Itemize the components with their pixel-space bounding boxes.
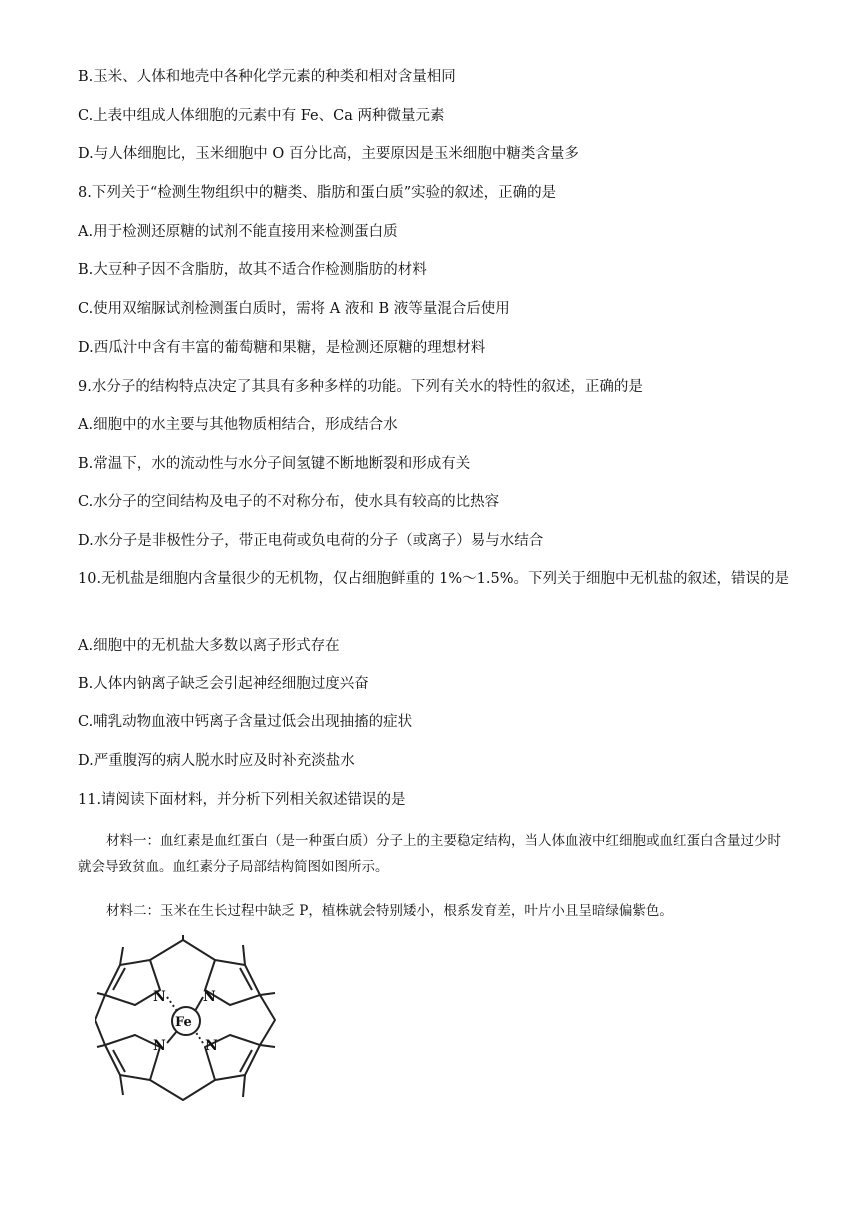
option-7c: C.上表中组成人体细胞的元素中有 Fe、Ca 两种微量元素: [78, 108, 445, 124]
material-one: 材料一：血红素是血红蛋白（是一种蛋白质）分子上的主要稳定结构，当人体血液中红细胞或血红蛋白含量过少时就会导致贫血。血红素分子局部结构简图如图所示。: [78, 833, 781, 875]
option-8a: A.用于检测还原糖的试剂不能直接用来检测蛋白质: [78, 224, 398, 240]
option-7b: B.玉米、人体和地壳中各种化学元素的种类和相对含量相同: [78, 69, 456, 85]
nitrogen-atom-4: N: [205, 1038, 218, 1054]
heme-structure-diagram: [95, 935, 295, 1105]
nitrogen-atom-3: N: [153, 1038, 166, 1054]
option-9b: B.常温下，水的流动性与水分子间氢键不断地断裂和形成有关: [78, 456, 471, 472]
option-10b: B.人体内钠离子缺乏会引起神经细胞过度兴奋: [78, 676, 369, 692]
material-two: 材料二：玉米在生长过程中缺乏 P，植株就会特别矮小，根系发育差，叶片小且呈暗绿偏紫色。: [106, 903, 673, 919]
question-8: 8.下列关于“检测生物组织中的糖类、脂肪和蛋白质”实验的叙述，正确的是: [78, 185, 557, 201]
question-9: 9.水分子的结构特点决定了其具有多种多样的功能。下列有关水的特性的叙述，正确的是: [78, 379, 643, 395]
question-11: 11.请阅读下面材料，并分析下列相关叙述错误的是: [78, 792, 406, 808]
option-9c: C.水分子的空间结构及电子的不对称分布，使水具有较高的比热容: [78, 494, 500, 510]
option-8d: D.西瓜汁中含有丰富的葡萄糖和果糖，是检测还原糖的理想材料: [78, 340, 486, 356]
option-8c: C.使用双缩脲试剂检测蛋白质时，需将 A 液和 B 液等量混合后使用: [78, 301, 510, 317]
nitrogen-atom-2: N: [203, 989, 216, 1005]
option-10a: A.细胞中的无机盐大多数以离子形式存在: [78, 638, 340, 654]
option-9a: A.细胞中的水主要与其他物质相结合，形成结合水: [78, 417, 398, 433]
option-8b: B.大豆种子因不含脂肪，故其不适合作检测脂肪的材料: [78, 262, 427, 278]
option-7d: D.与人体细胞比，玉米细胞中 O 百分比高，主要原因是玉米细胞中糖类含量多: [78, 146, 579, 162]
question-10: 10.无机盐是细胞内含量很少的无机物，仅占细胞鲜重的 1%～1.5%。下列关于细胞中无机盐的叙述，错误的是: [78, 571, 790, 587]
option-10c: C.哺乳动物血液中钙离子含量过低会出现抽搐的症状: [78, 714, 413, 730]
option-9d: D.水分子是非极性分子，带正电荷或负电荷的分子（或离子）易与水结合: [78, 533, 544, 549]
iron-atom: Fe: [175, 1015, 192, 1030]
option-10d: D.严重腹泻的病人脱水时应及时补充淡盐水: [78, 753, 355, 769]
nitrogen-atom-1: N: [153, 989, 166, 1005]
